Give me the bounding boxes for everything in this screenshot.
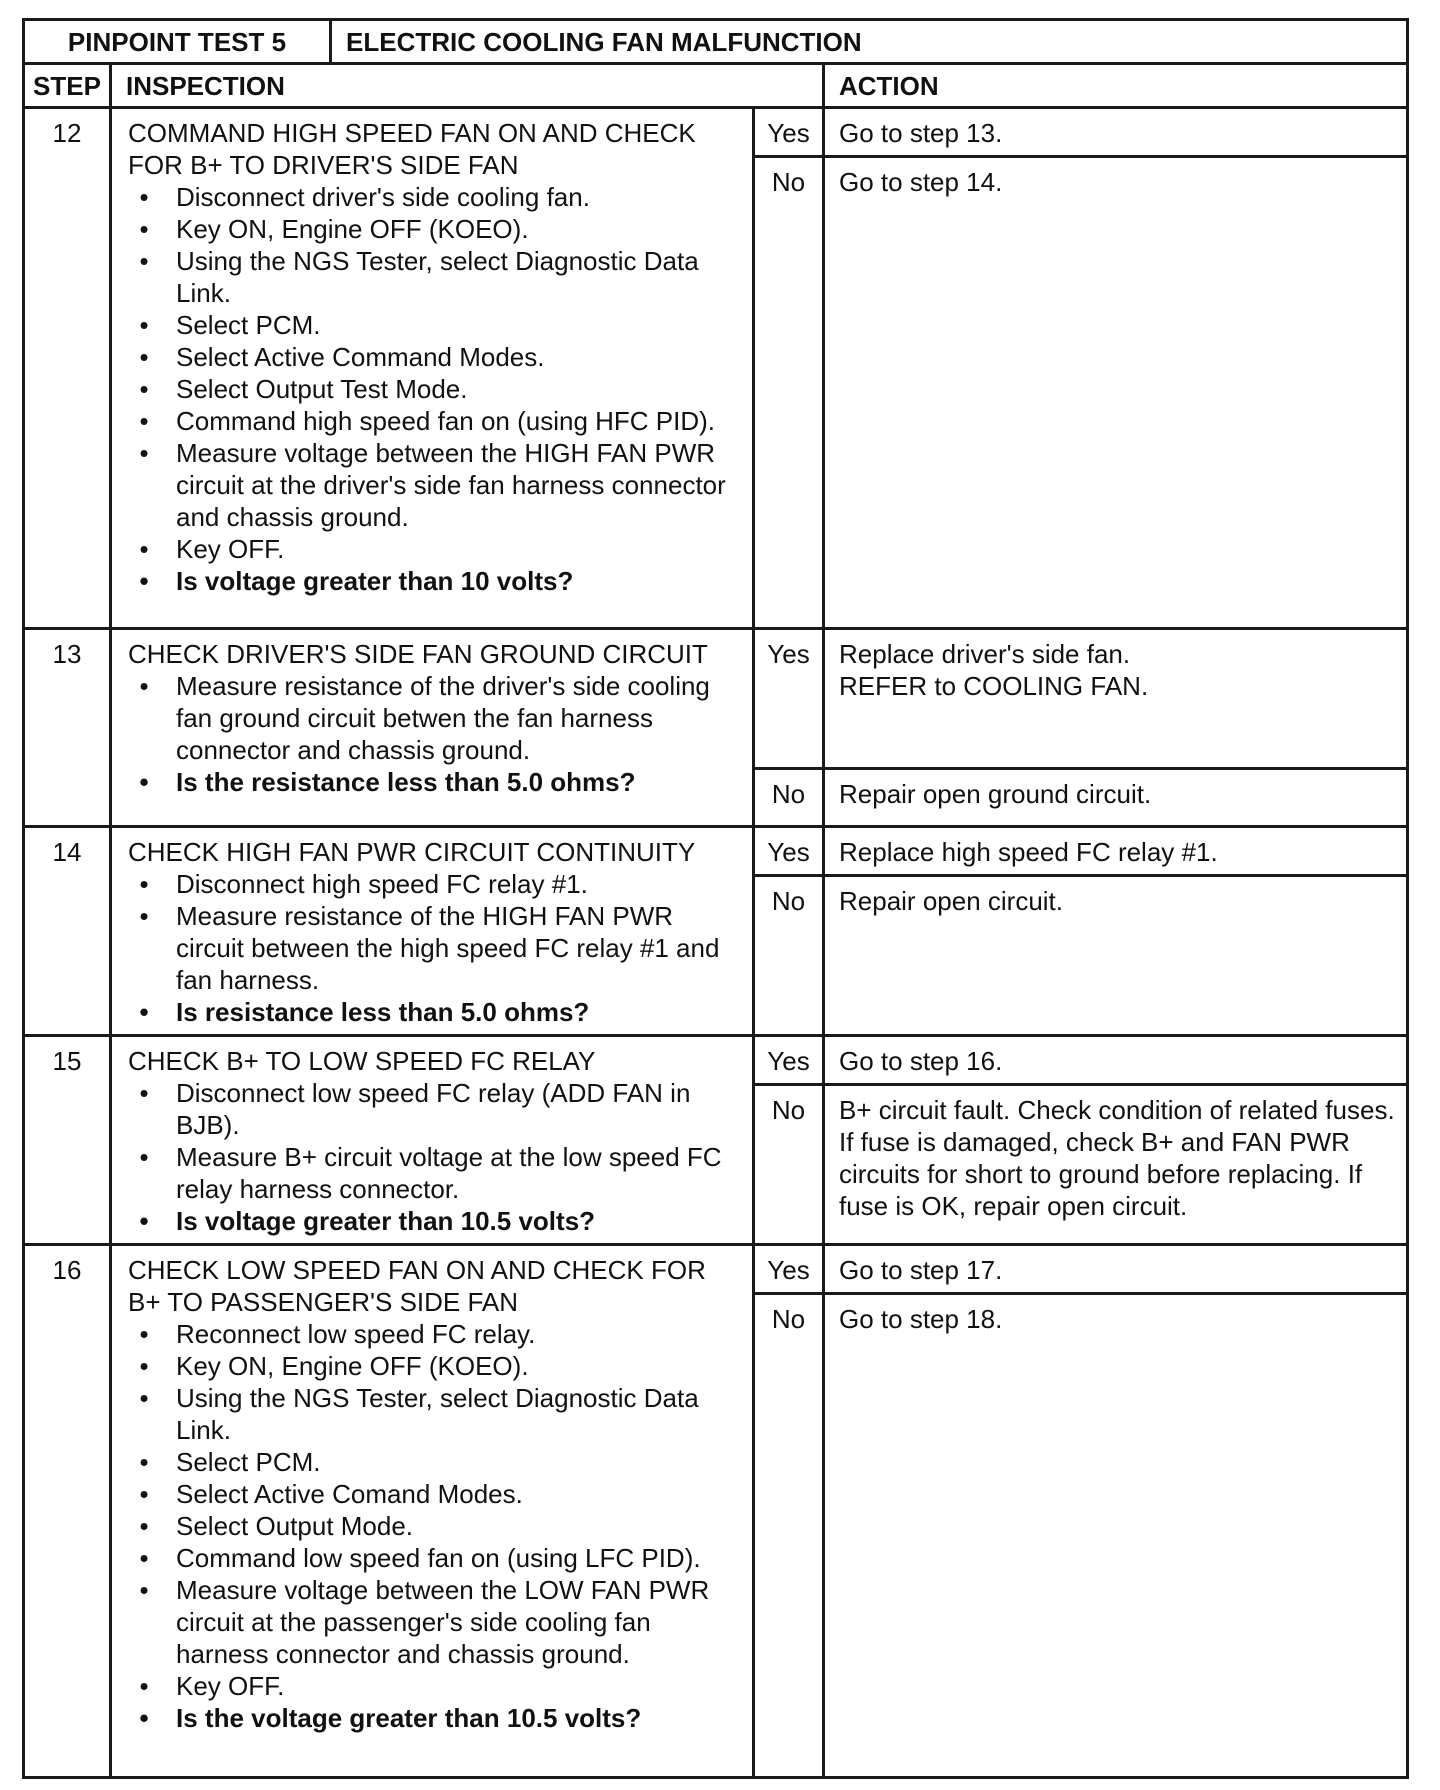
step-row-14-yes (24, 827, 1408, 876)
inspection-cell (111, 629, 754, 827)
inspection-step (128, 213, 742, 245)
title-row (24, 20, 1408, 64)
inspection-step-text: Key ON, Engine OFF (KOEO). (176, 1351, 529, 1381)
inspection-step (128, 670, 742, 766)
inspection-steps-list (128, 670, 742, 798)
yes-action (824, 1036, 1408, 1085)
inspection-steps-list (128, 1318, 742, 1734)
question-text: Is the voltage greater than 10.5 volts? (176, 1703, 642, 1733)
bullet-icon: • (139, 1383, 149, 1413)
step-number: 12 (24, 108, 111, 629)
inspection-step-text: Key OFF. (176, 534, 285, 564)
inspection-step (128, 1350, 742, 1382)
bullet-icon: • (139, 901, 149, 931)
inspection-step (128, 1318, 742, 1350)
test-name: ELECTRIC COOLING FAN MALFUNCTION (331, 20, 1408, 64)
inspection-step (128, 437, 742, 533)
inspection-step-text: Command high speed fan on (using HFC PID). (176, 406, 716, 436)
action-text: Repair open ground circuit. (839, 779, 1152, 809)
action-text: Replace high speed FC relay #1. (839, 837, 1218, 867)
question-text: Is voltage greater than 10 volts? (176, 566, 574, 596)
step-number: 14 (24, 827, 111, 1036)
step-row-16-yes (24, 1245, 1408, 1294)
bullet-icon: • (139, 246, 149, 276)
bullet-icon: • (139, 671, 149, 701)
inspection-step (128, 1141, 742, 1205)
question-text: Is the resistance less than 5.0 ohms? (176, 767, 636, 797)
yes-action (824, 827, 1408, 876)
inspection-step (128, 1478, 742, 1510)
inspection-step-text: Measure voltage between the LOW FAN PWR circuit at the passenger's side cooling fan harness connector and chassis ground. (176, 1575, 710, 1669)
inspection-step (128, 1574, 742, 1670)
bullet-icon: • (139, 1447, 149, 1477)
inspection-step (128, 181, 742, 213)
test-id: PINPOINT TEST 5 (24, 20, 331, 64)
no-action (824, 157, 1408, 629)
action-text: Go to step 14. (839, 167, 1003, 197)
inspection-cell (111, 108, 754, 629)
check-title: COMMAND HIGH SPEED FAN ON AND CHECK FOR B+ TO DRIVER'S SIDE FAN (128, 118, 696, 180)
bullet-icon: • (139, 1703, 149, 1733)
inspection-step (128, 245, 742, 309)
no-label: No (754, 157, 824, 629)
bullet-icon: • (139, 566, 149, 596)
action-text: Go to step 17. (839, 1255, 1003, 1285)
bullet-icon: • (139, 1671, 149, 1701)
action-text: REFER to COOLING FAN. (839, 671, 1149, 701)
inspection-question (128, 1702, 742, 1734)
bullet-icon: • (139, 406, 149, 436)
bullet-icon: • (139, 534, 149, 564)
bullet-icon: • (139, 182, 149, 212)
header-inspection: INSPECTION (111, 64, 824, 108)
step-number: 15 (24, 1036, 111, 1245)
bullet-icon: • (139, 342, 149, 372)
yes-label: Yes (754, 1245, 824, 1294)
no-label: No (754, 1085, 824, 1245)
no-label: No (754, 876, 824, 1036)
inspection-question (128, 1205, 742, 1237)
check-title: CHECK LOW SPEED FAN ON AND CHECK FOR B+ TO PASSENGER'S SIDE FAN (128, 1255, 706, 1317)
inspection-step (128, 309, 742, 341)
inspection-steps-list (128, 181, 742, 597)
no-label: No (754, 1294, 824, 1778)
bullet-icon: • (139, 1479, 149, 1509)
yes-label: Yes (754, 1036, 824, 1085)
bullet-icon: • (139, 1511, 149, 1541)
inspection-step-text: Using the NGS Tester, select Diagnostic Data Link. (176, 246, 699, 308)
inspection-step (128, 1382, 742, 1446)
header-row (24, 64, 1408, 108)
inspection-step (128, 1446, 742, 1478)
inspection-step-text: Select Active Command Modes. (176, 342, 545, 372)
inspection-step-text: Disconnect low speed FC relay (ADD FAN in BJB). (176, 1078, 691, 1140)
inspection-step-text: Reconnect low speed FC relay. (176, 1319, 536, 1349)
check-title: CHECK B+ TO LOW SPEED FC RELAY (128, 1046, 596, 1076)
bullet-icon: • (139, 767, 149, 797)
yes-label: Yes (754, 827, 824, 876)
yes-action (824, 629, 1408, 769)
inspection-step-text: Disconnect driver's side cooling fan. (176, 182, 590, 212)
inspection-step-text: Select Active Comand Modes. (176, 1479, 523, 1509)
action-text: Replace driver's side fan. (839, 639, 1131, 669)
inspection-step-text: Key ON, Engine OFF (KOEO). (176, 214, 529, 244)
yes-label: Yes (754, 629, 824, 769)
inspection-step-text: Measure resistance of the HIGH FAN PWR circuit between the high speed FC relay #1 and fan harness. (176, 901, 720, 995)
inspection-cell (111, 827, 754, 1036)
bullet-icon: • (139, 310, 149, 340)
inspection-step (128, 1510, 742, 1542)
inspection-step (128, 1542, 742, 1574)
inspection-step-text: Using the NGS Tester, select Diagnostic Data Link. (176, 1383, 699, 1445)
inspection-step (128, 341, 742, 373)
inspection-step-text: Measure resistance of the driver's side cooling fan ground circuit betwen the fan harness connector and chassis ground. (176, 671, 710, 765)
inspection-steps-list (128, 1077, 742, 1237)
no-action (824, 1294, 1408, 1778)
inspection-step (128, 900, 742, 996)
bullet-icon: • (139, 1206, 149, 1236)
header-action: ACTION (824, 64, 1408, 108)
inspection-question (128, 766, 742, 798)
action-text: B+ circuit fault. Check condition of related fuses. If fuse is damaged, check B+ and FAN PWR circuits for short to ground before replacing. If fuse is OK, repair open circuit. (839, 1095, 1395, 1222)
bullet-icon: • (139, 214, 149, 244)
step-row-15-yes (24, 1036, 1408, 1085)
bullet-icon: • (139, 1319, 149, 1349)
bullet-icon: • (139, 869, 149, 899)
inspection-step-text: Measure voltage between the HIGH FAN PWR circuit at the driver's side fan harness connector and chassis ground. (176, 438, 726, 532)
header-step: STEP (24, 64, 111, 108)
inspection-step-text: Select Output Mode. (176, 1511, 414, 1541)
inspection-cell (111, 1245, 754, 1778)
yes-label: Yes (754, 108, 824, 157)
step-row-13-yes (24, 629, 1408, 769)
inspection-step-text: Select Output Test Mode. (176, 374, 468, 404)
inspection-cell (111, 1036, 754, 1245)
pinpoint-test-sheet (22, 18, 1406, 1760)
inspection-step (128, 1077, 742, 1141)
no-action (824, 1085, 1408, 1245)
inspection-step (128, 533, 742, 565)
step-number: 13 (24, 629, 111, 827)
bullet-icon: • (139, 1351, 149, 1381)
check-title: CHECK DRIVER'S SIDE FAN GROUND CIRCUIT (128, 639, 708, 669)
inspection-step-text: Select PCM. (176, 310, 321, 340)
inspection-step-text: Key OFF. (176, 1671, 285, 1701)
question-text: Is resistance less than 5.0 ohms? (176, 997, 590, 1027)
inspection-question (128, 996, 742, 1028)
yes-action (824, 1245, 1408, 1294)
bullet-icon: • (139, 1142, 149, 1172)
bullet-icon: • (139, 1543, 149, 1573)
no-label: No (754, 769, 824, 827)
check-title: CHECK HIGH FAN PWR CIRCUIT CONTINUITY (128, 837, 696, 867)
inspection-step (128, 868, 742, 900)
question-text: Is voltage greater than 10.5 volts? (176, 1206, 596, 1236)
inspection-step (128, 1670, 742, 1702)
pinpoint-test-table (22, 18, 1409, 1779)
bullet-icon: • (139, 374, 149, 404)
inspection-steps-list (128, 868, 742, 1028)
inspection-step-text: Select PCM. (176, 1447, 321, 1477)
no-action (824, 876, 1408, 1036)
action-text: Repair open circuit. (839, 886, 1063, 917)
inspection-step (128, 373, 742, 405)
inspection-step-text: Command low speed fan on (using LFC PID). (176, 1543, 701, 1573)
action-text: Go to step 18. (839, 1304, 1003, 1334)
bullet-icon: • (139, 1078, 149, 1108)
step-row-12-yes (24, 108, 1408, 157)
inspection-question (128, 565, 742, 597)
inspection-step (128, 405, 742, 437)
yes-action (824, 108, 1408, 157)
step-number: 16 (24, 1245, 111, 1778)
bullet-icon: • (139, 438, 149, 468)
inspection-step-text: Disconnect high speed FC relay #1. (176, 869, 588, 899)
action-text: Go to step 16. (839, 1046, 1003, 1076)
bullet-icon: • (139, 997, 149, 1027)
inspection-step-text: Measure B+ circuit voltage at the low speed FC relay harness connector. (176, 1142, 722, 1204)
bullet-icon: • (139, 1575, 149, 1605)
no-action (824, 769, 1408, 827)
action-text: Go to step 13. (839, 118, 1003, 148)
